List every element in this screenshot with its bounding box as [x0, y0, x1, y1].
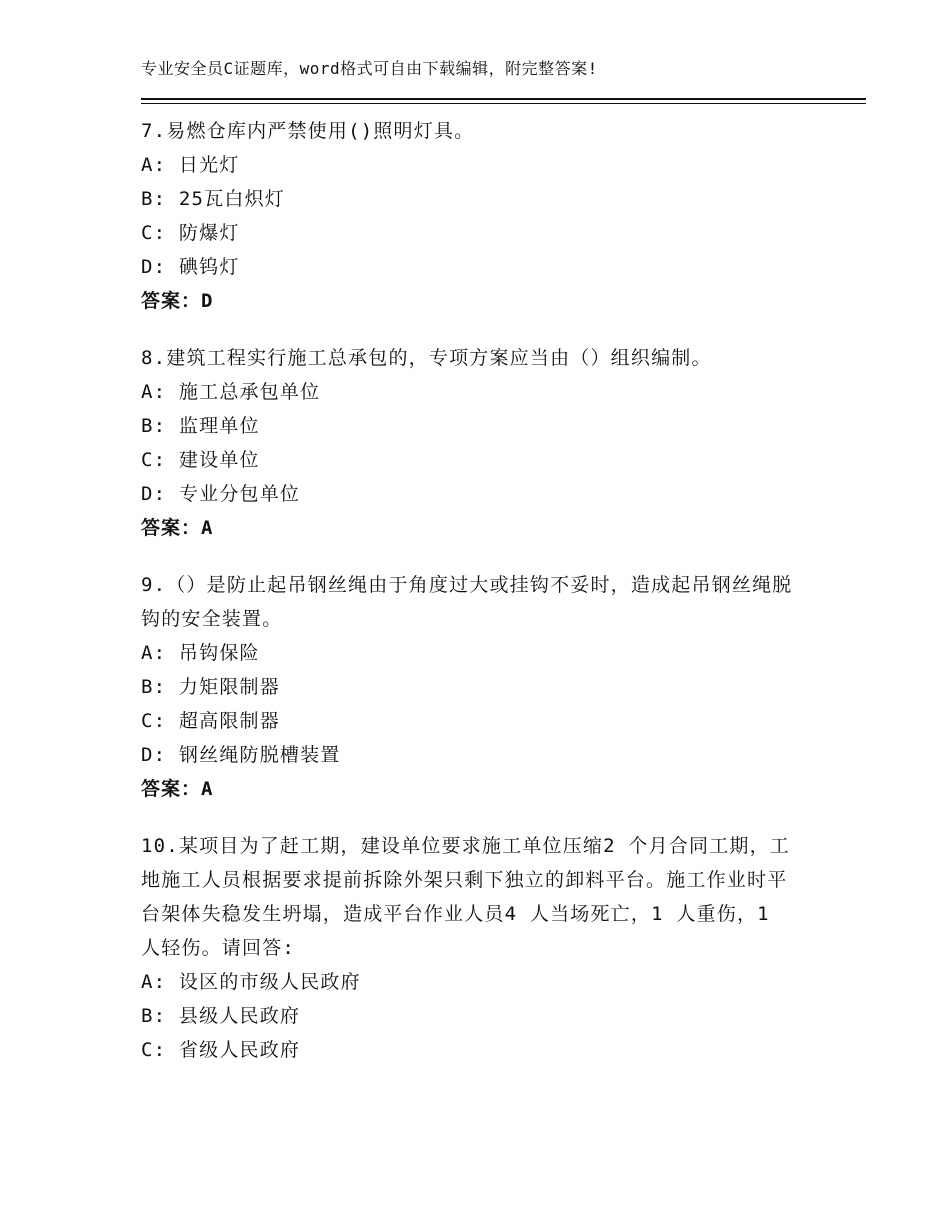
question-stem: 7.易燃仓库内严禁使用()照明灯具。 [141, 120, 475, 142]
question-list [141, 114, 801, 1090]
question-8 [141, 341, 801, 545]
header-rule-thick [141, 98, 866, 100]
option-a: A: 吊钩保险 [141, 642, 260, 664]
question-stem: 10.某项目为了赶工期，建设单位要求施工单位压缩2 个月合同工期，工地施工人员根据要求提前拆除外架只剩下独立的卸料平台。施工作业时平台架体失稳发生坍塌，造成平台作业人员4 人当场死亡，1 人重伤，1 人轻伤。请回答: [141, 835, 790, 959]
page-header: 专业安全员C证题库，word格式可自由下载编辑，附完整答案! [141, 59, 598, 78]
option-d: D: 钢丝绳防脱槽装置 [141, 744, 341, 766]
option-a: A: 日光灯 [141, 154, 240, 176]
question-stem: 9.（）是防止起吊钢丝绳由于角度过大或挂钩不妥时，造成起吊钢丝绳脱钩的安全装置。 [141, 574, 793, 630]
question-stem: 8.建筑工程实行施工总承包的，专项方案应当由（）组织编制。 [141, 347, 712, 369]
option-c: C: 防爆灯 [141, 222, 240, 244]
option-b: B: 25瓦白炽灯 [141, 188, 285, 210]
answer: 答案：A [141, 517, 214, 539]
option-c: C: 省级人民政府 [141, 1039, 301, 1061]
option-c: C: 超高限制器 [141, 710, 280, 732]
header-rule-thin [141, 103, 866, 104]
option-b: B: 县级人民政府 [141, 1005, 301, 1027]
question-9 [141, 568, 801, 806]
option-a: A: 施工总承包单位 [141, 381, 321, 403]
option-b: B: 力矩限制器 [141, 676, 280, 698]
option-a: A: 设区的市级人民政府 [141, 971, 361, 993]
question-7 [141, 114, 801, 318]
answer: 答案：D [141, 290, 214, 312]
question-10 [141, 829, 801, 1067]
option-b: B: 监理单位 [141, 415, 260, 437]
answer: 答案：A [141, 778, 214, 800]
option-c: C: 建设单位 [141, 449, 260, 471]
option-d: D: 碘钨灯 [141, 256, 240, 278]
option-d: D: 专业分包单位 [141, 483, 301, 505]
